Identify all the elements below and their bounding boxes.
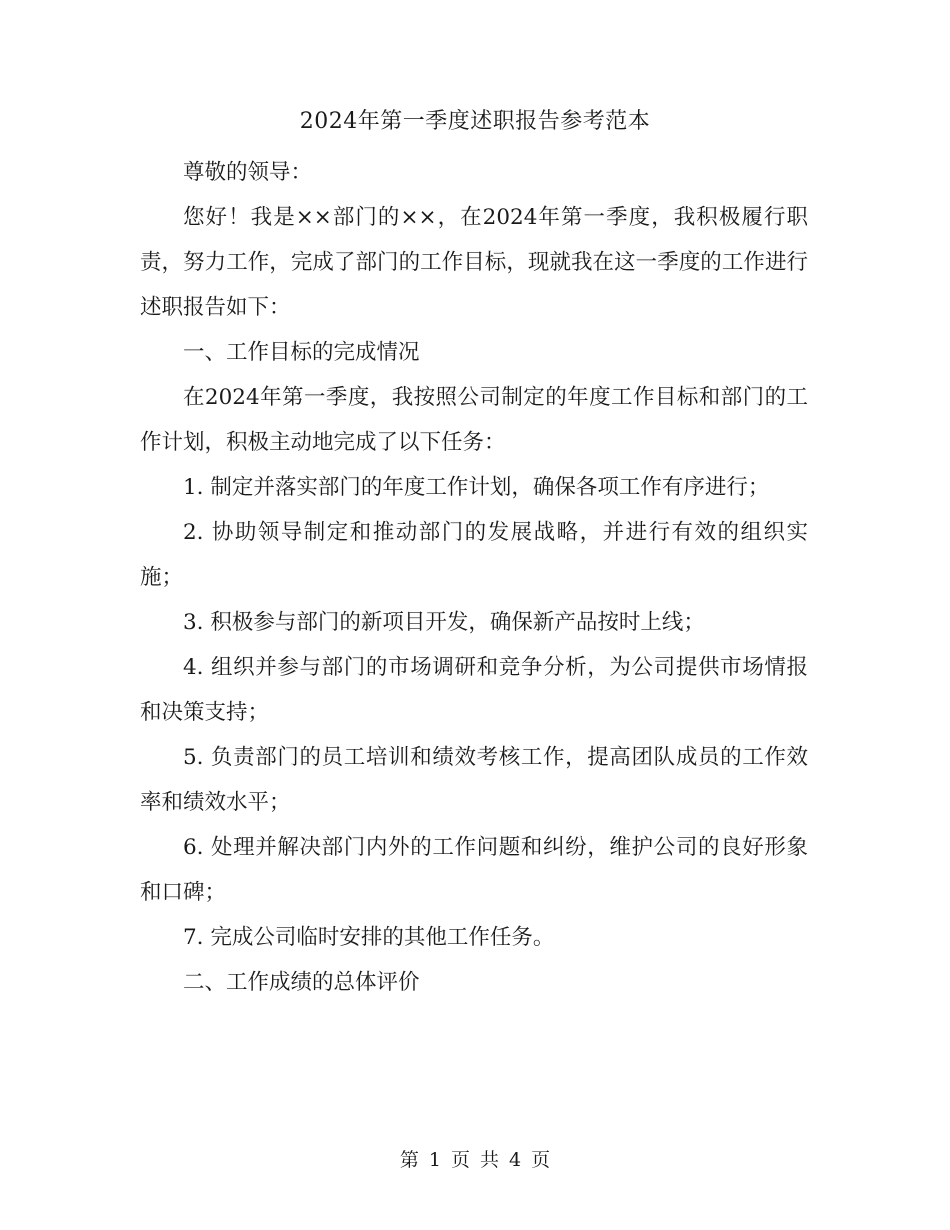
section-heading-2: 二、工作成绩的总体评价 xyxy=(183,970,420,995)
list-item-2: 2. 协助领导制定和推动部门的发展战略，并进行有效的组织实施； xyxy=(140,520,808,590)
document-body xyxy=(140,150,808,1005)
list-item-5: 5. 负责部门的员工培训和绩效考核工作，提高团队成员的工作效率和绩效水平； xyxy=(140,745,808,815)
list-item-7: 7. 完成公司临时安排的其他工作任务。 xyxy=(183,925,555,950)
list-item-4: 4. 组织并参与部门的市场调研和竞争分析，为公司提供市场情报和决策支持； xyxy=(140,655,808,725)
list-item-1: 1. 制定并落实部门的年度工作计划，确保各项工作有序进行； xyxy=(183,475,770,500)
section-heading-1: 一、工作目标的完成情况 xyxy=(183,340,420,365)
salutation: 尊敬的领导： xyxy=(183,160,313,185)
section-1-paragraph: 在2024年第一季度，我按照公司制定的年度工作目标和部门的工作计划，积极主动地完成了以下任务： xyxy=(140,385,808,455)
intro-paragraph: 您好！我是××部门的××，在2024年第一季度，我积极履行职责，努力工作，完成了部门的工作目标，现就我在这一季度的工作进行述职报告如下： xyxy=(140,205,808,320)
list-item-3: 3. 积极参与部门的新项目开发，确保新产品按时上线； xyxy=(183,610,705,635)
page-footer: 第 1 页 共 4 页 xyxy=(399,1149,551,1171)
document-title: 2024年第一季度述职报告参考范本 xyxy=(299,109,651,134)
list-item-6: 6. 处理并解决部门内外的工作问题和纠纷，维护公司的良好形象和口碑； xyxy=(140,835,808,905)
